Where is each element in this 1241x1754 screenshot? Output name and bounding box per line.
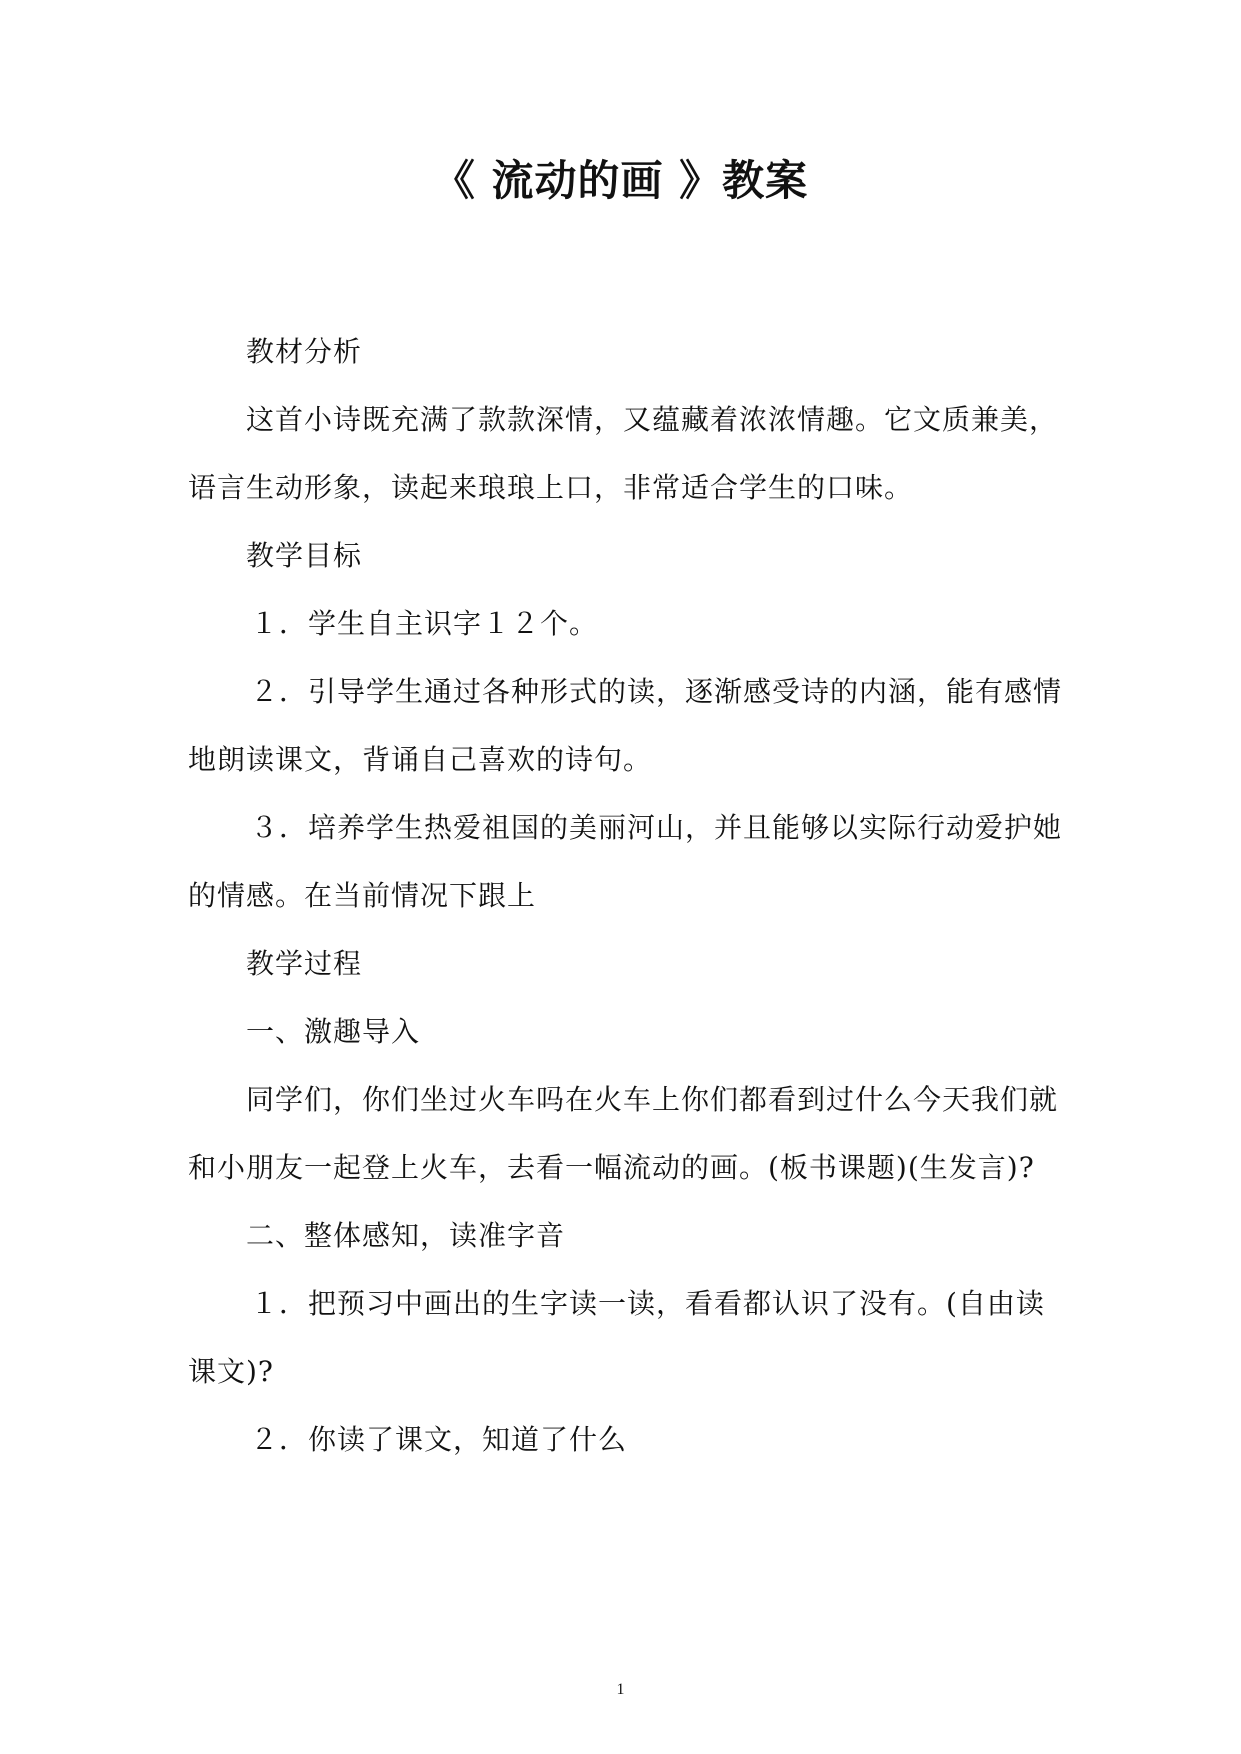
paragraph-line: 这首小诗既充满了款款深情，又蕴藏着浓浓情趣。它文质兼美， [246,403,1059,436]
paragraph-line: 同学们，你们坐过火车吗在火车上你们都看到过什么今天我们就 [246,1083,1059,1116]
page-number: 1 [616,1681,625,1698]
paragraph-line: 和小朋友一起登上火车，去看一幅流动的画。(板书课题)(生发言)? [188,1151,1035,1184]
paragraph-line: 地朗读课文，背诵自己喜欢的诗句。 [188,743,653,776]
list-item: ２．引导学生通过各种形式的读，逐渐感受诗的内涵，能有感情 [250,675,1063,708]
subsection-heading: 二、整体感知，读准字音 [246,1219,566,1252]
list-item: １．把预习中画出的生字读一读，看看都认识了没有。(自由读 [250,1287,1045,1320]
section-heading-textbook-analysis: 教材分析 [246,335,363,368]
list-item: １．学生自主识字１２个。 [250,607,599,640]
section-heading-teaching-process: 教学过程 [246,947,363,980]
subsection-heading: 一、激趣导入 [246,1015,421,1048]
list-item: ２．你读了课文，知道了什么 [250,1423,628,1456]
paragraph-line: 的情感。在当前情况下跟上 [188,879,537,912]
list-item: ３．培养学生热爱祖国的美丽河山，并且能够以实际行动爱护她 [250,811,1063,844]
paragraph-line: 语言生动形象，读起来琅琅上口，非常适合学生的口味。 [188,471,914,504]
paragraph-line: 课文)? [188,1355,274,1388]
section-heading-teaching-goals: 教学目标 [246,539,363,572]
document-title: 《 流动的画 》教案 [432,156,809,205]
